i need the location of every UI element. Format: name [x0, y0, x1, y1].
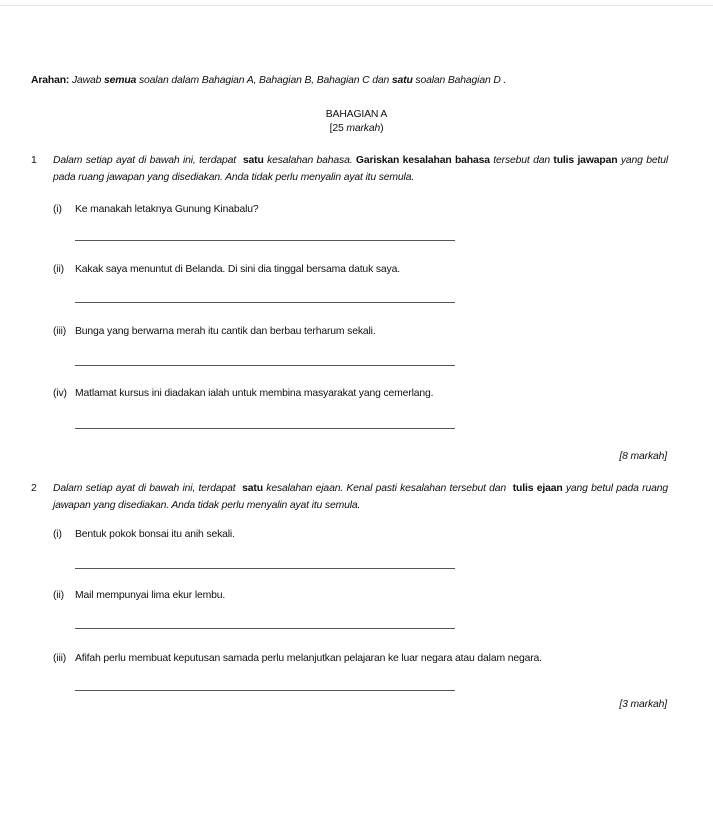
emphasis: Gariskan kesalahan bahasa — [355, 155, 490, 166]
marks-text: [8 markah] — [619, 451, 667, 462]
item-label: (i) — [53, 204, 62, 215]
answer-line[interactable] — [75, 365, 455, 366]
answer-line[interactable] — [75, 302, 455, 303]
instructions-emphasis: satu — [391, 75, 413, 86]
answer-line[interactable] — [75, 690, 455, 691]
instructions-text: soalan Bahagian D . — [415, 75, 507, 86]
answer-line[interactable] — [75, 240, 455, 241]
text: Dalam setiap ayat di bawah ini, terdapat — [53, 155, 236, 166]
marks-text: [3 markah] — [619, 699, 667, 710]
text: yang betul pada ruang jawapan yang disediakan. Anda tidak perlu menyalin ayat itu semula. — [53, 155, 668, 183]
instructions-text: Jawab — [71, 75, 102, 86]
text: kesalahan ejaan. Kenal pasti kesalahan tersebut dan — [266, 483, 507, 494]
text: tersebut dan — [493, 155, 550, 166]
answer-line[interactable] — [75, 628, 455, 629]
answer-line[interactable] — [75, 428, 455, 429]
item-text: Mail mempunyai lima ekur lembu. — [75, 590, 226, 601]
marks-close: ) — [380, 123, 384, 134]
item-text: Matlamat kursus ini diadakan ialah untuk membina masyarakat yang cemerlang. — [75, 388, 434, 399]
instructions — [31, 74, 506, 88]
instructions-emphasis: semua — [104, 75, 137, 86]
item-text: Bentuk pokok bonsai itu anih sekali. — [75, 529, 235, 540]
emphasis: satu — [242, 483, 263, 494]
marks-open: [25 — [329, 123, 344, 134]
emphasis: satu — [242, 155, 264, 166]
item-text: Bunga yang berwarna merah itu cantik dan berbau terharum sekali. — [75, 326, 376, 337]
item-label: (ii) — [53, 590, 64, 601]
instructions-text: soalan dalam Bahagian A, Bahagian B, Bahagian C dan — [138, 75, 390, 86]
question-2-instructions — [53, 480, 668, 514]
item-label: (iii) — [53, 326, 67, 337]
question-1-instructions — [53, 152, 668, 186]
question-1-marks — [619, 450, 667, 464]
item-label: (i) — [53, 529, 62, 540]
item-text: Kakak saya menuntut di Belanda. Di sini dia tinggal bersama datuk saya. — [75, 264, 400, 275]
answer-line[interactable] — [75, 568, 455, 569]
section-marks — [0, 122, 713, 136]
text: kesalahan bahasa. — [267, 155, 353, 166]
marks-word: markah — [346, 123, 381, 134]
item-text: Ke manakah letaknya Gunung Kinabalu? — [75, 204, 259, 215]
emphasis: tulis jawapan — [553, 155, 618, 166]
section-title: BAHAGIAN A — [325, 109, 388, 120]
item-text: Afifah perlu membuat keputusan samada perlu melanjutkan pelajaran ke luar negara atau dalam negara. — [75, 653, 542, 664]
question-number: 1 — [31, 155, 37, 166]
item-label: (iii) — [53, 653, 67, 664]
item-label: (iv) — [53, 388, 67, 399]
text: Dalam setiap ayat di bawah ini, terdapat — [53, 483, 236, 494]
page-top-border — [0, 5, 713, 6]
emphasis: tulis ejaan — [512, 483, 563, 494]
text: yang betul pada ruang jawapan yang disediakan. Anda tidak perlu menyalin ayat itu semula. — [53, 483, 668, 511]
instructions-label: Arahan: — [31, 75, 70, 86]
question-number: 2 — [31, 483, 37, 494]
item-label: (ii) — [53, 264, 64, 275]
question-2-marks — [619, 698, 667, 712]
